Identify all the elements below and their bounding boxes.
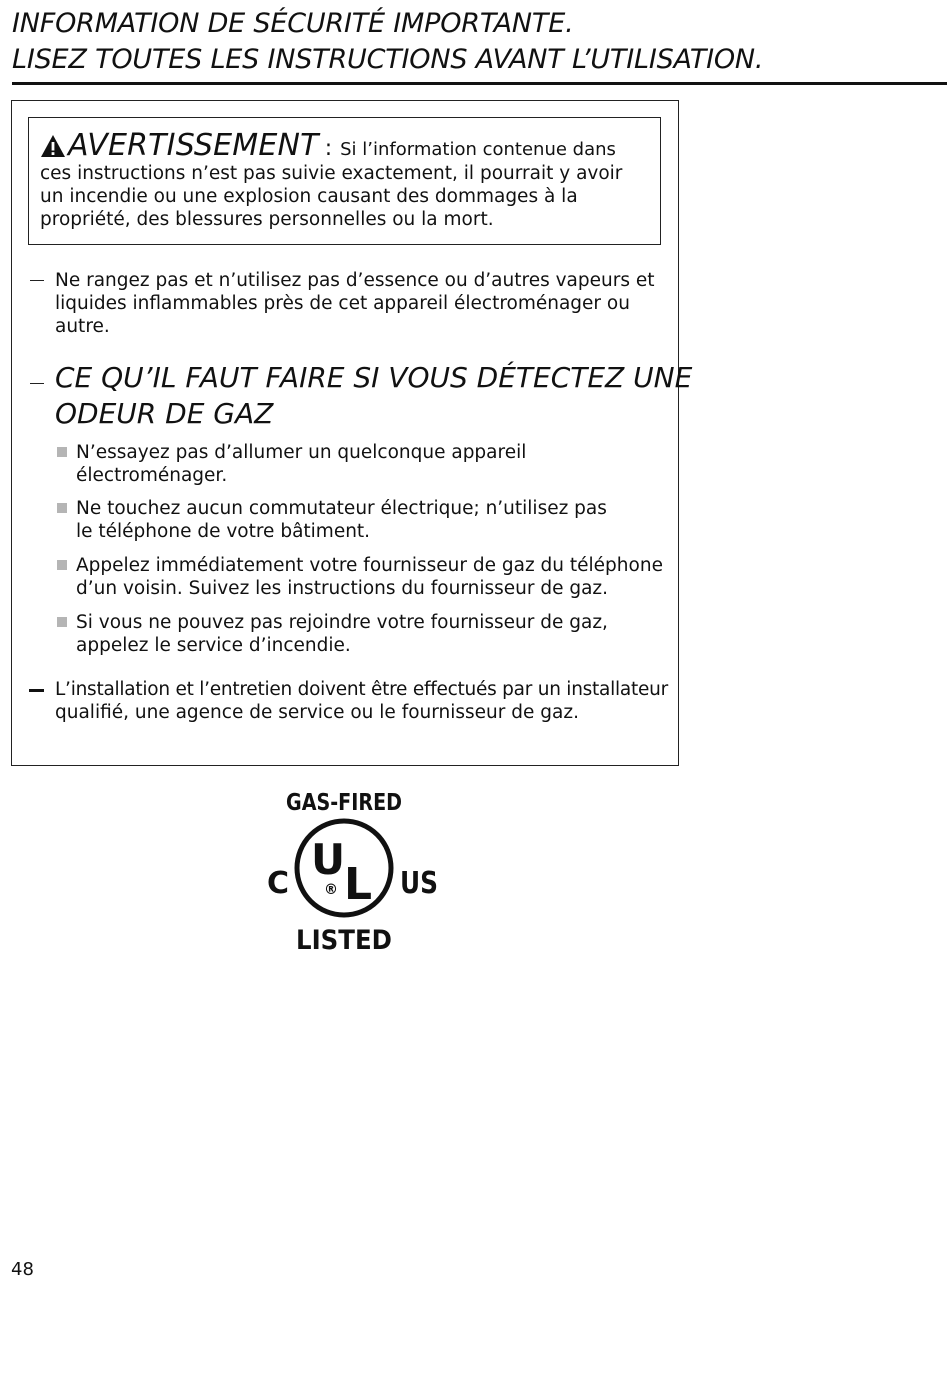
page-number: 48	[11, 1259, 34, 1280]
ul-bottom-text: LISTED	[296, 925, 392, 956]
warning-heading	[40, 128, 616, 163]
page-title-line-2: LISEZ TOUTES LES INSTRUCTIONS AVANT L’UTILISATION.	[12, 44, 764, 75]
gas-section-heading	[55, 360, 692, 432]
warning-line-2: ces instructions n’est pas suivie exactement, il pourrait y avoir	[40, 163, 623, 184]
square-bullet-icon	[57, 447, 67, 457]
gas-heading-line-1: CE QU’IL FAUT FAIRE SI VOUS DÉTECTEZ UNE	[55, 361, 693, 394]
header-rule	[12, 82, 947, 85]
dash-marker	[30, 280, 44, 281]
ul-right-text: US	[400, 866, 438, 901]
bullet-3-line-2: d’un voisin. Suivez les instructions du fournisseur de gaz.	[76, 578, 609, 599]
bullet-2-line-1: Ne touchez aucun commutateur électrique; n’utilisez pas	[76, 498, 607, 519]
warning-title: AVERTISSEMENT	[68, 128, 319, 163]
bullet-3-line-1: Appelez immédiatement votre fournisseur de gaz du téléphone	[76, 555, 663, 576]
bullet-2-line-2: le téléphone de votre bâtiment.	[76, 521, 371, 542]
ul-top-text: GAS-FIRED	[286, 790, 402, 816]
ul-registered-mark: ®	[324, 882, 338, 898]
item1-line-1: Ne rangez pas et n’utilisez pas d’essence ou d’autres vapeurs et	[55, 270, 655, 291]
ul-mark-u: U	[310, 835, 346, 884]
ul-mark-l: L	[343, 859, 373, 910]
page-title-line-1: INFORMATION DE SÉCURITÉ IMPORTANTE.	[12, 8, 574, 39]
square-bullet-icon	[57, 503, 67, 513]
warning-colon: :	[324, 136, 333, 161]
dash-marker	[30, 383, 44, 384]
ul-left-text: C	[266, 866, 290, 901]
bullet-4-line-1: Si vous ne pouvez pas rejoindre votre fournisseur de gaz,	[76, 612, 608, 633]
item3-line-2: qualifié, une agence de service ou le fournisseur de gaz.	[55, 702, 579, 723]
bullet-4-line-2: appelez le service d’incendie.	[76, 635, 351, 656]
gas-heading-line-2: ODEUR DE GAZ	[55, 397, 274, 430]
dash-marker-bold	[29, 689, 44, 692]
item1-line-2: liquides inflammables près de cet appareil électroménager ou	[55, 293, 630, 314]
bullet-1-line-1: N’essayez pas d’allumer un quelconque appareil	[76, 442, 527, 463]
item3-line-1: L’installation et l’entretien doivent être effectués par un installateur	[55, 679, 668, 700]
bullet-1-line-2: électroménager.	[76, 465, 228, 486]
warning-line-1: Si l’information contenue dans	[340, 139, 616, 160]
warning-line-4: propriété, des blessures personnelles ou la mort.	[40, 209, 494, 230]
warning-triangle-icon	[40, 134, 66, 162]
square-bullet-icon	[57, 617, 67, 627]
square-bullet-icon	[57, 560, 67, 570]
ul-listed-logo	[262, 786, 442, 956]
warning-line-3: un incendie ou une explosion causant des dommages à la	[40, 186, 578, 207]
item1-line-3: autre.	[55, 316, 110, 337]
